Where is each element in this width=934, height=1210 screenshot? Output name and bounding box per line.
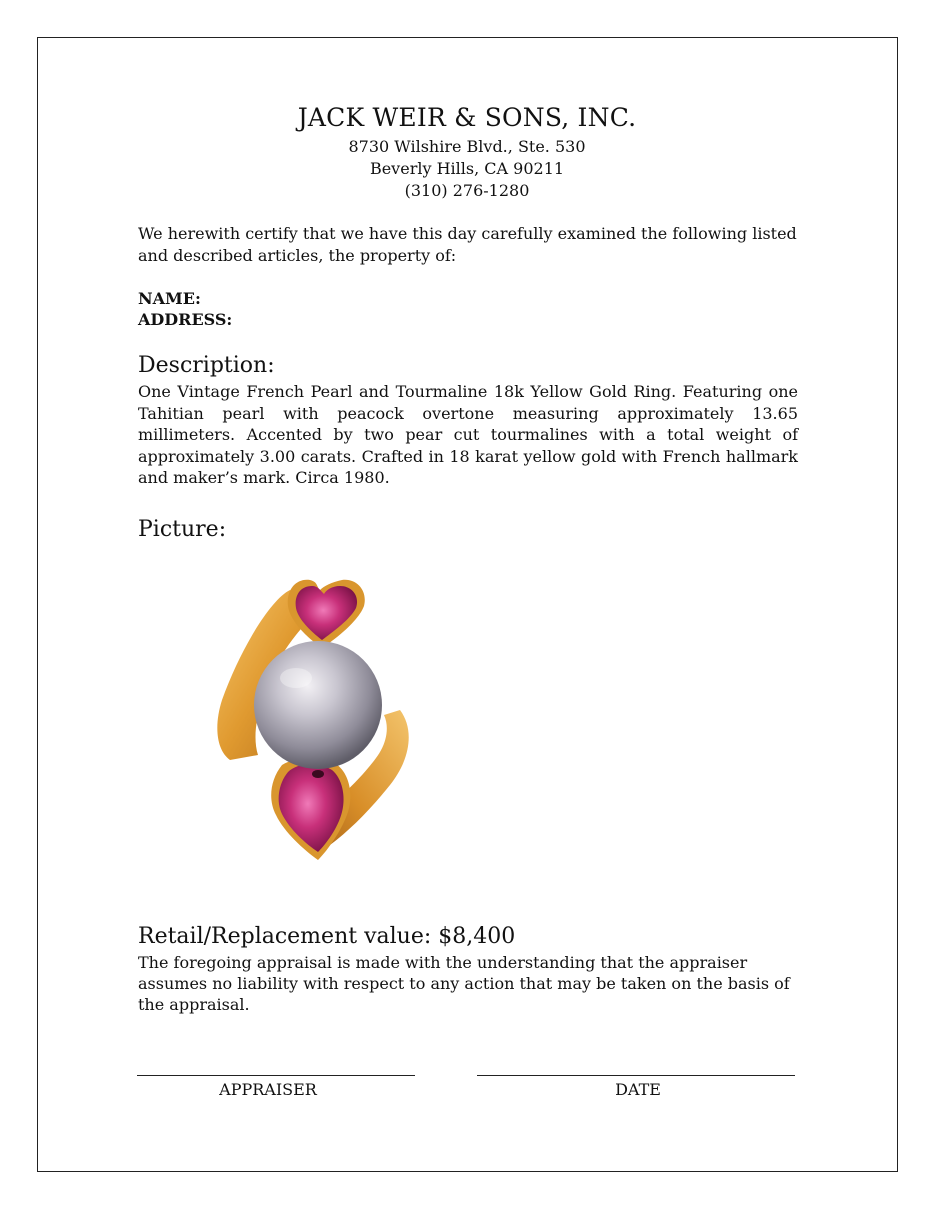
company-name: JACK WEIR & SONS, INC. bbox=[297, 103, 637, 132]
description-heading: Description: bbox=[138, 353, 275, 378]
date-label: DATE bbox=[615, 1080, 661, 1099]
description-body: One Vintage French Pearl and Tourmaline 18k Yellow Gold Ring. Featuring one Tahitian pearl with peacock overtone measuring approximately 13.65 millimeters. Accented by two pear cut tourmalines with a total weight of approximately 3.00 carats. Crafted in 18 karat yellow gold with French hallmark and maker’s mark. Circa 1980. bbox=[138, 382, 798, 487]
disclaimer-text: The foregoing appraisal is made with the understanding that the appraiser assumes no liability with respect to any action that may be taken on the basis of the appraisal. bbox=[138, 953, 790, 1014]
appraiser-label: APPRAISER bbox=[219, 1080, 317, 1099]
address-line-1: 8730 Wilshire Blvd., Ste. 530 bbox=[348, 137, 586, 156]
ring-photo bbox=[200, 560, 440, 880]
appraiser-signature-line bbox=[137, 1075, 415, 1076]
name-label: NAME: bbox=[138, 289, 201, 308]
phone-number: (310) 276-1280 bbox=[404, 181, 530, 200]
tahitian-pearl bbox=[254, 641, 382, 769]
address-label: ADDRESS: bbox=[138, 310, 233, 329]
picture-heading: Picture: bbox=[138, 517, 227, 542]
certification-statement: We herewith certify that we have this day carefully examined the following listed and described articles, the property of: bbox=[138, 224, 797, 265]
retail-replacement-value: Retail/Replacement value: $8,400 bbox=[138, 924, 516, 949]
address-line-2: Beverly Hills, CA 90211 bbox=[369, 159, 565, 178]
date-signature-line bbox=[477, 1075, 795, 1076]
